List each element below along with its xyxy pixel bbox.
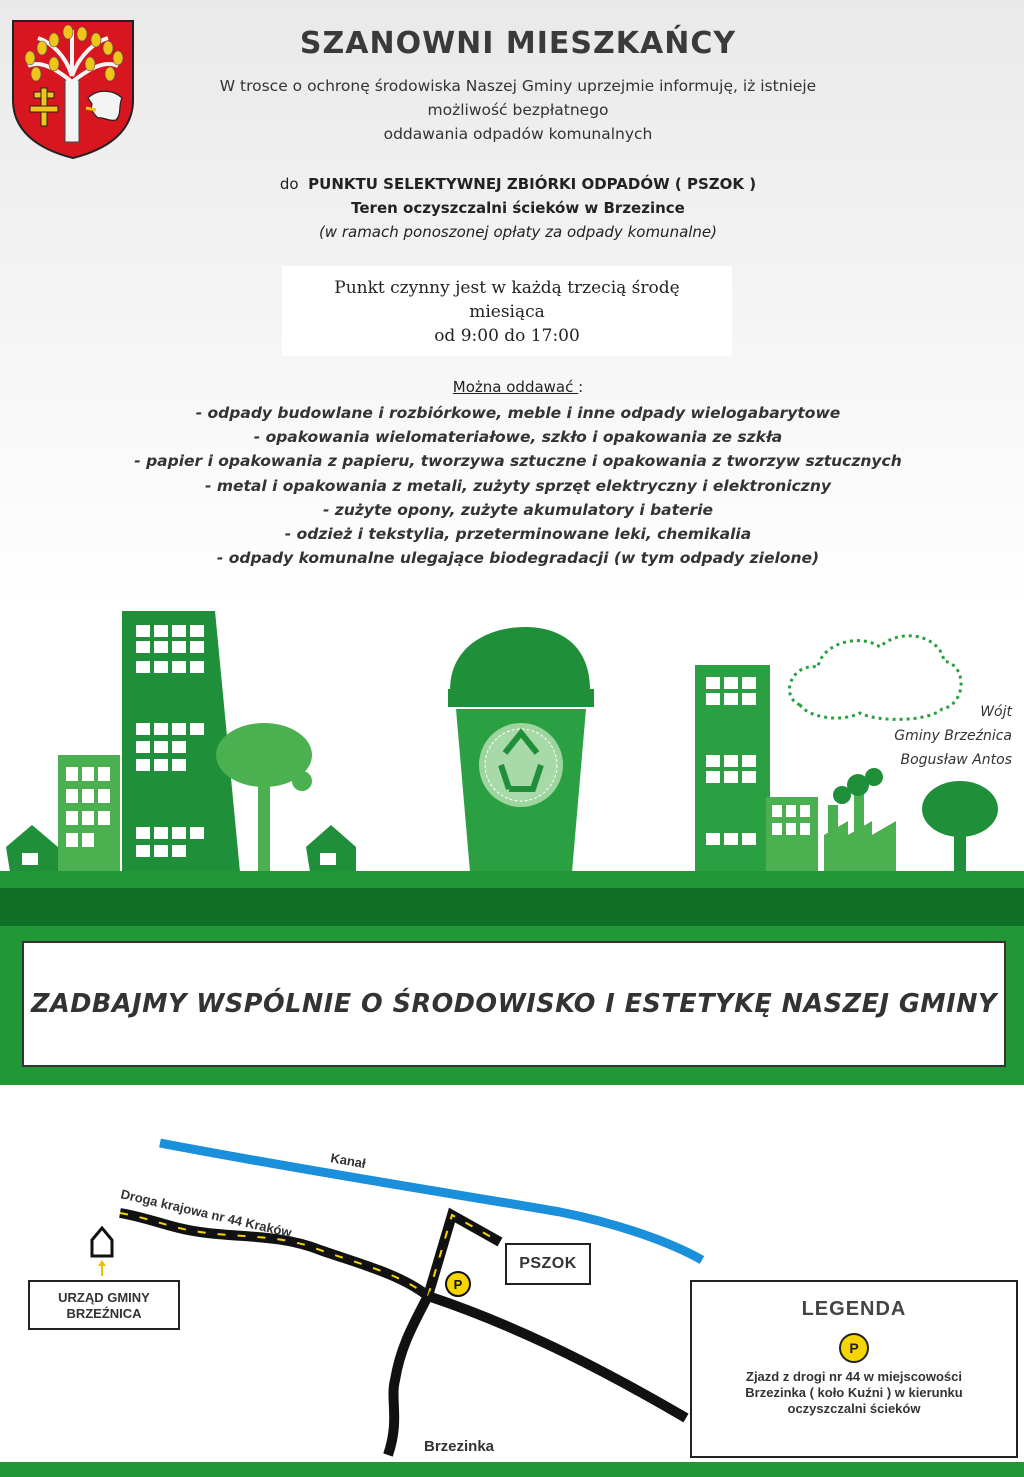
intro-line-1: W trosce o ochronę środowiska Naszej Gminy uprzejmie informuję, iż istnieje — [219, 77, 817, 95]
parking-marker: P — [453, 1277, 463, 1292]
intro-line-3: oddawania odpadów komunalnych — [383, 125, 653, 143]
hours-line-2: miesiąca — [469, 302, 545, 322]
signature-line-3: Bogusław Antos — [900, 752, 1012, 768]
small-building-icon — [58, 755, 120, 872]
office-box — [28, 1280, 180, 1330]
waste-list-heading — [6, 378, 1024, 396]
dark-green-stripe — [0, 888, 1024, 926]
canal-label: Kanał — [329, 1150, 367, 1172]
pszok-location: Teren oczyszczalni ścieków w Brzezince — [351, 199, 685, 217]
legend-title: LEGENDA — [801, 1298, 907, 1320]
road-east — [428, 1296, 686, 1418]
road-label: Droga krajowa nr 44 Kraków — [119, 1186, 294, 1241]
list-item: - zużyte opony, zużyte akumulatory i baterie — [322, 500, 714, 519]
factory-icon — [824, 768, 896, 872]
fee-note: (w ramach ponoszonej opłaty za odpady komunalne) — [318, 223, 718, 241]
pszok-prefix: do — [279, 175, 299, 193]
list-item: - odpady budowlane i rozbiórkowe, meble i inne odpady wielogabarytowe — [195, 404, 841, 422]
office-house-icon — [92, 1228, 112, 1256]
recycling-bin-icon — [448, 627, 594, 872]
legend-box — [690, 1280, 1018, 1458]
legend-text — [692, 1369, 1016, 1417]
pszok-name: PUNKTU SELEKTYWNEJ ZBIÓRKI ODPADÓW ( PSZOK ) — [308, 175, 757, 193]
road-to-town — [388, 1296, 428, 1455]
hours-line-3: od 9:00 do 17:00 — [434, 326, 580, 346]
list-item: - metal i opakowania z metali, zużyty sprzęt elektryczny i elektroniczny — [205, 476, 831, 495]
bottom-green-strip — [0, 1462, 1024, 1477]
opening-hours-box — [282, 266, 732, 356]
eco-city-illustration — [0, 605, 1024, 905]
office-line-2: BRZEŹNICA — [66, 1306, 142, 1321]
waste-list — [6, 401, 1024, 570]
legend-parking-icon: P — [839, 1333, 869, 1363]
list-item: - papier i opakowania z papieru, tworzywa sztuczne i opakowania z tworzyw sztucznych — [134, 452, 902, 471]
house-icon — [306, 825, 356, 872]
list-item: - odzież i tekstylia, przeterminowane leki, chemikalia — [284, 525, 752, 544]
house-icon — [6, 825, 58, 872]
intro-line-2: możliwość bezpłatnego — [427, 101, 609, 119]
legend-line-3: oczyszczalni ścieków — [787, 1401, 921, 1416]
list-item: - opakowania wielomateriałowe, szkło i opakowania ze szkła — [253, 428, 783, 447]
tree-icon — [922, 781, 998, 872]
intro-text — [6, 74, 1024, 146]
waste-heading-text: Można oddawać — [452, 378, 579, 396]
hours-line-1: Punkt czynny jest w każdą trzecią środę — [334, 278, 680, 298]
town-label: Brzezinka — [424, 1438, 495, 1455]
signature-line-1: Wójt — [980, 704, 1012, 720]
slogan-banner: ZADBAJMY WSPÓLNIE O ŚRODOWISKO I ESTETYKĘ NASZEJ GMINY — [22, 941, 1006, 1067]
pszok-map-box: PSZOK — [505, 1243, 591, 1285]
office-line-1: URZĄD GMINY — [58, 1290, 150, 1305]
pszok-info — [6, 172, 1024, 244]
page-title: SZANOWNI MIESZKAŃCY — [299, 26, 737, 61]
list-item: - odpady komunalne ulegające biodegradacji (w tym odpady zielone) — [216, 549, 820, 568]
mayor-signature — [894, 700, 1012, 772]
legend-line-1: Zjazd z drogi nr 44 w miejscowości — [746, 1369, 962, 1384]
building-icon — [695, 665, 818, 872]
signature-line-2: Gminy Brzeźnica — [894, 728, 1012, 744]
legend-line-2: Brzezinka ( koło Kuźni ) w kierunku — [745, 1385, 963, 1400]
canal-line — [160, 1143, 702, 1260]
waste-heading-suffix: : — [578, 378, 584, 396]
